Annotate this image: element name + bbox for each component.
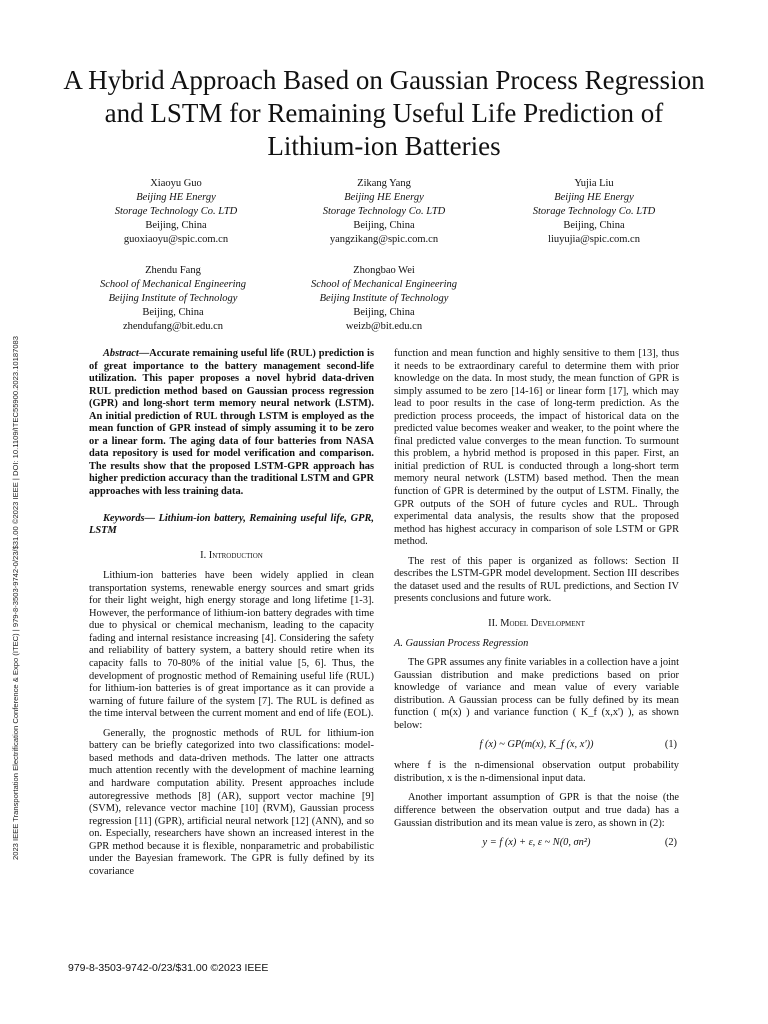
paragraph: Another important assumption of GPR is that the noise (the difference between the observation output and true dada) has a Gaussian distribution and its mean value is zero, as shown in (2): bbox=[394, 792, 679, 829]
paragraph: where f is the n-dimensional observation output probability distribution, x is the n-dimensional input data. bbox=[394, 760, 679, 784]
author-email: yangzikang@spic.com.cn bbox=[329, 234, 439, 245]
author-name: Zhendu Fang bbox=[145, 265, 201, 276]
author-location: Beijing, China bbox=[145, 220, 207, 231]
equation-number: (1) bbox=[664, 739, 677, 751]
author-block bbox=[73, 264, 273, 334]
paragraph: Generally, the prognostic methods of RUL for lithium-ion battery can be briefly categorized into two classifications: model-based methods and data-driven methods. The latter one attracts much attention recently with the development of machine learning and hardware computation ability. Present approaches include autoregressive methods [8] (AR), support vector machine [9] (SVM), relevance vector machine [10] (RVM), Gaussian process regression [11] (GPR), artificial neural network [12] (ANN), and so on. Especially, researchers have shown an increased interest in the GPR method because it is flexible, nonparametric and probabilistic under the Bayesian framework. The GPR is fully defined by its covariance bbox=[89, 727, 374, 877]
author-affiliation: Beijing Institute of Technology bbox=[319, 293, 449, 304]
section-heading-model-development: II. Model Development bbox=[488, 617, 585, 629]
side-citation: 2023 IEEE Transportation Electrification Conference & Expo (ITEC) | 979-8-3503-9742-0/23/$31.00 ©2023 IEEE | DOI: 10.1109/ITEC55900.2023.10187083 bbox=[11, 336, 20, 860]
author-affiliation: Beijing HE Energy bbox=[344, 192, 424, 203]
author-email: liuyujia@spic.com.cn bbox=[548, 234, 640, 245]
author-affiliation: Storage Technology Co. LTD bbox=[532, 206, 656, 217]
abstract bbox=[89, 348, 374, 499]
keywords: Keywords— Lithium-ion battery, Remaining useful life, GPR, LSTM bbox=[89, 512, 374, 537]
author-location: Beijing, China bbox=[353, 220, 415, 231]
author-email: weizb@bit.edu.cn bbox=[345, 321, 423, 332]
author-location: Beijing, China bbox=[563, 220, 625, 231]
author-affiliation: School of Mechanical Engineering bbox=[310, 279, 458, 290]
author-block bbox=[284, 177, 484, 247]
abstract-label: Abstract bbox=[103, 348, 139, 359]
paper-title: A Hybrid Approach Based on Gaussian Process Regression and LSTM for Remaining Useful Life Prediction of Lithium-ion Batteries bbox=[63, 65, 705, 161]
author-affiliation: Storage Technology Co. LTD bbox=[114, 206, 238, 217]
paragraph: The GPR assumes any finite variables in a collection have a joint Gaussian distribution and make predictions based on prior knowledge of variance and mean value of every variable distribution. A Gaussian process can be fully defined by its mean function ( m(x) ) and variance function ( K_f (x,x') ), as shown below: bbox=[394, 657, 679, 731]
author-name: Yujia Liu bbox=[574, 178, 614, 189]
left-column bbox=[89, 348, 374, 878]
author-affiliation: School of Mechanical Engineering bbox=[99, 279, 247, 290]
author-location: Beijing, China bbox=[353, 307, 415, 318]
equation-formula: f (x) ~ GP(m(x), K_f (x, x')) bbox=[479, 739, 594, 751]
author-block bbox=[494, 177, 694, 247]
paragraph: The rest of this paper is organized as follows: Section II describes the LSTM-GPR model development. Section III describes the dataset used and the results of RUL predictions, and Section IV presents conclusions and future work. bbox=[394, 555, 679, 605]
author-affiliation: Beijing HE Energy bbox=[136, 192, 216, 203]
author-affiliation: Storage Technology Co. LTD bbox=[322, 206, 446, 217]
author-block bbox=[284, 264, 484, 334]
equation-formula: y = f (x) + ε, ε ~ N(0, σn²) bbox=[482, 837, 591, 849]
right-column bbox=[394, 348, 679, 858]
copyright-footer: 979-8-3503-9742-0/23/$31.00 ©2023 IEEE bbox=[68, 962, 269, 974]
author-name: Zikang Yang bbox=[357, 178, 411, 189]
author-location: Beijing, China bbox=[142, 307, 204, 318]
equation-2 bbox=[394, 832, 679, 856]
equation-1 bbox=[394, 734, 679, 758]
author-affiliation: Beijing HE Energy bbox=[554, 192, 634, 203]
paragraph: Lithium-ion batteries have been widely applied in clean transportation systems, renewable energy sources and smart grids for their light weight, high energy storage and long lifetime [1-3]. However, the performance of lithium-ion battery degrades with time due to physical or chemical mechanism, leading to the capacity fading and internal resistance increasing [4]. Considering the safety and reliability of battery system, a battery should retire when its capacity falls to 70-80% of the initial value [5, 6]. Thus, the development of prognostic method of Remaining useful life (RUL) for lithium-ion batteries is of great importance as it can provide a warning of future failure of the system [7]. The RUL is defined as the time interval between the current moment and end of life (EOL). bbox=[89, 570, 374, 720]
author-email: zhendufang@bit.edu.cn bbox=[122, 321, 224, 332]
subsection-heading: A. Gaussian Process Regression bbox=[394, 638, 529, 650]
author-affiliation: Beijing Institute of Technology bbox=[108, 293, 238, 304]
author-block bbox=[76, 177, 276, 247]
abstract-text: —Accurate remaining useful life (RUL) prediction is of great importance to the battery management second-life utilization. This paper proposes a novel hybrid data-driven RUL prediction method based on Gaussian process regression (GPR) and long-short term memory neural network (LSTM). An initial prediction of RUL through LSTM is employed as the mean function of GPR instead of simply assuming it to be zero or a linear form. The aging data of four batteries from NASA data repository is used for model verification and comparison. The results show that the proposed LSTM-GPR approach has higher prediction accuracy than the traditional LSTM and GPR approaches with less training data. bbox=[89, 348, 374, 498]
equation-number: (2) bbox=[664, 837, 677, 849]
author-name: Xiaoyu Guo bbox=[150, 178, 202, 189]
author-name: Zhongbao Wei bbox=[353, 265, 415, 276]
paragraph: function and mean function and highly sensitive to them [13], thus it needs to be extraordinary careful to determine them with prior knowledge on the data. In most study, the mean function of GPR is simply assumed to be zero [14-16] or linear form [17], which may lead to poor results in the case of long-term prediction. As the prediction process proceeds, the impact of historical data on the predicted value becomes weaker and weaker, to the point where the final predicted value converges to the mean function. To surmount this problem, a hybrid method is proposed in this paper. First, an initial prediction of RUL is conducted through a long-short term memory neural network (LSTM) based method. Then the mean function of GPR is determined by the output of LSTM. Finally, the GPR outputs of the SOH of future cycles and RUL. Through experimental data analysis, the results show that the proposed method has highest accuracy in comparison of sole LSTM or GPR method. bbox=[394, 348, 679, 548]
author-email: guoxiaoyu@spic.com.cn bbox=[123, 234, 229, 245]
section-heading-introduction: I. Introduction bbox=[200, 549, 263, 561]
